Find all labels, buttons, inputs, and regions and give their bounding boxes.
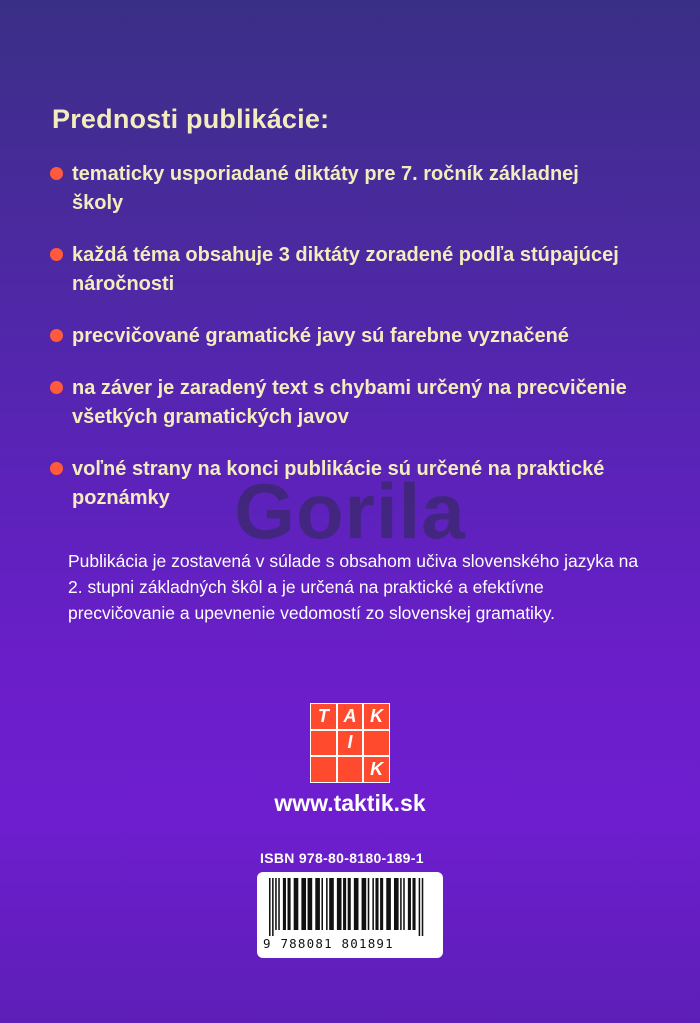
barcode-bar [408,878,411,930]
barcode-bar [422,878,424,936]
heading: Prednosti publikácie: [52,104,330,134]
barcode-bar [308,878,313,930]
logo-cell: K [363,756,390,783]
logo-cell [310,756,337,783]
benefit-item [50,241,670,299]
barcode-bars [269,878,431,936]
barcode-bar [321,878,323,930]
logo-cell [310,730,337,757]
barcode [257,872,443,958]
bullet-icon [50,167,63,180]
barcode-bar [348,878,351,930]
barcode-bar [326,878,328,930]
barcode-bar [272,878,274,936]
barcode-bar [375,878,378,930]
barcode-bar [419,878,421,936]
logo-cell [363,730,390,757]
barcode-bar [337,878,342,930]
barcode-bar [315,878,320,930]
barcode-bar [386,878,391,930]
logo-cell: T [310,703,337,730]
isbn: ISBN 978-80-8180-189-1 [260,850,424,866]
barcode-bar [278,878,280,930]
barcode-bar [354,878,359,930]
barcode-bar [412,878,415,930]
barcode-bar [403,878,405,930]
barcode-bar [275,878,277,930]
barcode-bar [400,878,402,930]
website-link[interactable]: www.taktik.sk [274,790,426,816]
taktik-logo [310,703,390,783]
barcode-bar [394,878,399,930]
benefit-text: precvičované gramatické javy sú farebne vyznačené [72,325,569,347]
benefit-item [50,322,670,351]
benefit-text: tematicky usporiadané diktáty pre 7. ročník základnej školy [72,163,579,214]
barcode-bar [294,878,299,930]
barcode-bar [372,878,374,930]
benefit-text: voľné strany na konci publikácie sú určené na praktické poznámky [72,458,605,509]
bullet-icon [50,329,63,342]
logo-cell [337,756,364,783]
barcode-digits: 9 788081 801891 [263,936,394,951]
benefit-text: každá téma obsahuje 3 diktáty zoradené podľa stúpajúcej náročnosti [72,244,619,295]
barcode-bar [368,878,370,930]
bullet-icon [50,248,63,261]
benefit-text: na záver je zaradený text s chybami určený na precvičenie všetkých gramatických javov [72,377,627,428]
barcode-bar [283,878,286,930]
barcode-bar [269,878,271,936]
barcode-bar [343,878,346,930]
benefit-item [50,374,670,432]
barcode-bar [380,878,383,930]
barcode-bar [329,878,334,930]
watermark: Gorila [234,467,466,555]
logo-cell: A [337,703,364,730]
barcode-bar [362,878,367,930]
description: Publikácia je zostavená v súlade s obsahom učiva slovenského jazyka na 2. stupni základných škôl a je určená na praktické a efektívne precvičovanie a upevnenie vedomostí zo slovenskej gramatiky. [68,551,639,623]
barcode-bar [301,878,306,930]
benefit-item [50,160,670,218]
logo-cell: K [363,703,390,730]
barcode-bar [288,878,291,930]
bullet-icon [50,381,63,394]
logo-cell: I [337,730,364,757]
